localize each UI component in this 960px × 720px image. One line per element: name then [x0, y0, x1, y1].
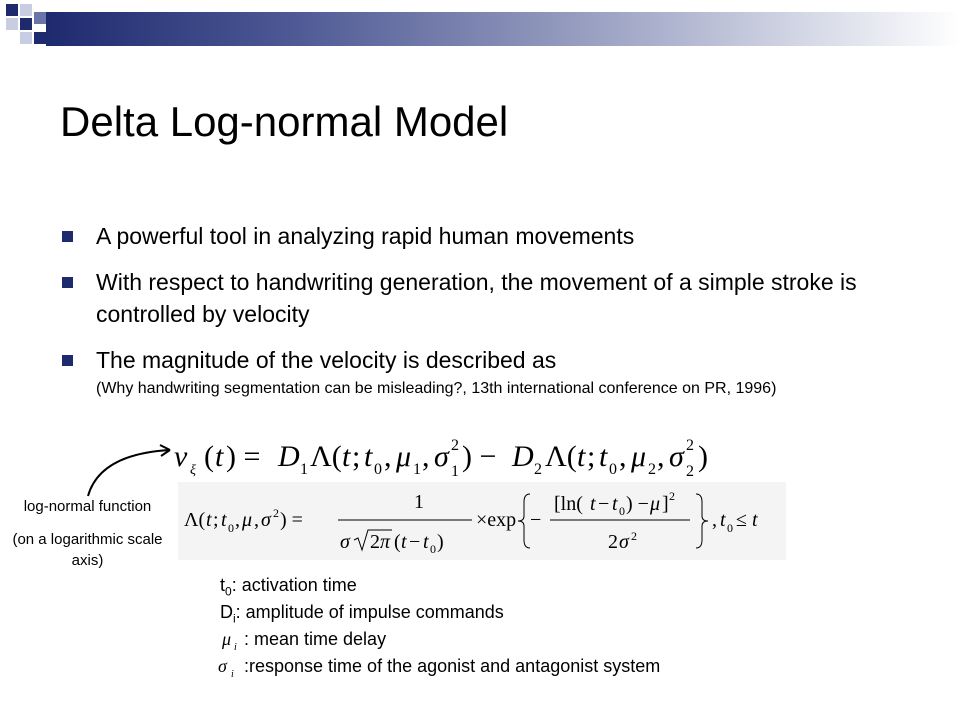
svg-text:i: i [231, 669, 234, 680]
svg-text:): ) [437, 531, 444, 553]
definition-mu [220, 626, 660, 653]
svg-text:−: − [530, 509, 542, 531]
svg-text:σ: σ [669, 440, 684, 473]
side-note-label: log-normal function [23, 498, 152, 515]
svg-text:−: − [409, 531, 421, 553]
svg-text:1: 1 [300, 461, 308, 478]
svg-text:0: 0 [727, 521, 733, 535]
svg-text:,: , [712, 509, 717, 531]
svg-text:[ln(: [ln( [554, 493, 583, 515]
curved-arrow-icon [80, 440, 180, 500]
svg-text:D: D [512, 440, 534, 473]
velocity-equation [170, 432, 790, 480]
t0-symbol: t [220, 575, 226, 595]
svg-text:σ: σ [261, 509, 271, 531]
svg-text:≤: ≤ [736, 509, 747, 531]
d-symbol: D [220, 602, 233, 622]
svg-text:ξ: ξ [190, 463, 196, 478]
svg-text:,: , [384, 440, 392, 473]
svg-text:2: 2 [534, 461, 542, 478]
svg-text:(: ( [394, 531, 401, 553]
svg-text:t: t [364, 440, 373, 473]
definition-sigma [216, 653, 660, 680]
svg-text:t: t [342, 440, 351, 473]
svg-text:(: ( [204, 440, 214, 473]
sigma-i-symbol [216, 655, 244, 679]
svg-text:t: t [215, 440, 224, 473]
svg-text:2: 2 [273, 506, 279, 520]
bullet-item [60, 220, 940, 252]
svg-text:) =: ) = [280, 509, 303, 531]
bullet-list [60, 220, 940, 414]
svg-text:t: t [590, 493, 596, 515]
bullet-text: With respect to handwriting generation, the movement of a simple stroke is controlled by velocity [96, 269, 857, 327]
svg-text:1: 1 [451, 463, 459, 480]
title-gradient-bar [46, 12, 960, 46]
svg-text:2: 2 [686, 437, 694, 454]
deco-square [34, 32, 46, 44]
svg-text:Λ(: Λ( [184, 509, 206, 531]
svg-text:×exp: ×exp [476, 509, 517, 531]
svg-text:Λ(: Λ( [545, 440, 577, 473]
svg-text:Λ(: Λ( [310, 440, 342, 473]
svg-text:1: 1 [413, 461, 421, 478]
bullet-item [60, 344, 940, 400]
svg-text:0: 0 [619, 504, 625, 518]
svg-text:) −: ) − [626, 493, 649, 515]
definitions-list [220, 572, 660, 680]
svg-text:t: t [401, 531, 407, 553]
svg-text:;: ; [587, 440, 596, 473]
svg-text:2: 2 [686, 463, 694, 480]
svg-text:i: i [234, 642, 237, 653]
svg-text:μ: μ [650, 493, 661, 515]
svg-text:t: t [423, 531, 429, 553]
definition-t0 [220, 572, 660, 599]
deco-square [20, 4, 32, 16]
t0-text: : activation time [231, 575, 357, 595]
bullet-text: The magnitude of the velocity is described as [96, 347, 557, 373]
svg-text:,: , [657, 440, 665, 473]
svg-text:1: 1 [414, 491, 424, 513]
svg-text:): ) [698, 440, 708, 473]
svg-text:,: , [254, 509, 259, 531]
definition-d [220, 599, 660, 626]
svg-text:2: 2 [608, 531, 618, 553]
svg-text:t: t [206, 509, 212, 531]
svg-text:) −: ) − [462, 440, 497, 473]
svg-text:,: , [235, 509, 240, 531]
svg-text:μ: μ [242, 509, 253, 531]
sigma-text: :response time of the agonist and antagonist system [244, 656, 661, 676]
svg-text:0: 0 [430, 542, 436, 556]
mu-text: : mean time delay [244, 629, 387, 649]
svg-text:μ: μ [396, 440, 412, 473]
svg-text:2: 2 [451, 437, 459, 454]
svg-text:μ: μ [222, 629, 232, 650]
svg-text:v: v [174, 440, 188, 473]
side-note-sub: (on a logarithmic scale axis) [12, 531, 163, 569]
bullet-square-icon [62, 231, 73, 242]
svg-text:t: t [720, 509, 726, 531]
t0-subscript: 0 [225, 584, 232, 599]
deco-square [6, 4, 18, 16]
svg-text:−: − [598, 493, 610, 515]
svg-text:t: t [577, 440, 586, 473]
side-note [10, 496, 165, 571]
svg-text:t: t [752, 509, 758, 531]
bullet-text: A powerful tool in analyzing rapid human movements [96, 223, 635, 249]
svg-text:t: t [221, 509, 227, 531]
svg-text:2: 2 [669, 489, 675, 503]
deco-square [20, 32, 32, 44]
svg-text:0: 0 [374, 461, 382, 478]
svg-text:0: 0 [228, 521, 234, 535]
bullet-item [60, 266, 940, 330]
bullet-square-icon [62, 277, 73, 288]
lognormal-equation-box [178, 482, 786, 560]
svg-text:σ: σ [434, 440, 449, 473]
svg-text:2: 2 [631, 529, 637, 543]
d-subscript: i [233, 611, 236, 626]
svg-text:t: t [599, 440, 608, 473]
lognormal-equation [178, 482, 786, 560]
svg-text:π: π [380, 531, 391, 553]
svg-text:) =: ) = [226, 440, 261, 473]
svg-text:]: ] [662, 493, 669, 515]
svg-text:t: t [612, 493, 618, 515]
svg-text:μ: μ [631, 440, 647, 473]
svg-text:;: ; [352, 440, 361, 473]
citation: (Why handwriting segmentation can be misleading?, 13th international conference on PR, 1996) [96, 380, 777, 397]
svg-text:0: 0 [609, 461, 617, 478]
deco-square [6, 18, 18, 30]
svg-text:σ: σ [340, 531, 350, 553]
bullet-square-icon [62, 355, 73, 366]
svg-text:,: , [422, 440, 430, 473]
deco-square [20, 18, 32, 30]
svg-text:;: ; [213, 509, 219, 531]
title-decoration [0, 0, 960, 60]
svg-text:2: 2 [648, 461, 656, 478]
svg-text:σ: σ [218, 656, 227, 677]
svg-text:2: 2 [370, 531, 380, 553]
mu-i-symbol [220, 628, 244, 652]
svg-text:σ: σ [619, 531, 629, 553]
slide-title: Delta Log-normal Model [60, 98, 509, 145]
d-text: : amplitude of impulse commands [235, 602, 504, 622]
svg-text:D: D [278, 440, 300, 473]
svg-text:,: , [619, 440, 627, 473]
deco-square [34, 12, 46, 24]
